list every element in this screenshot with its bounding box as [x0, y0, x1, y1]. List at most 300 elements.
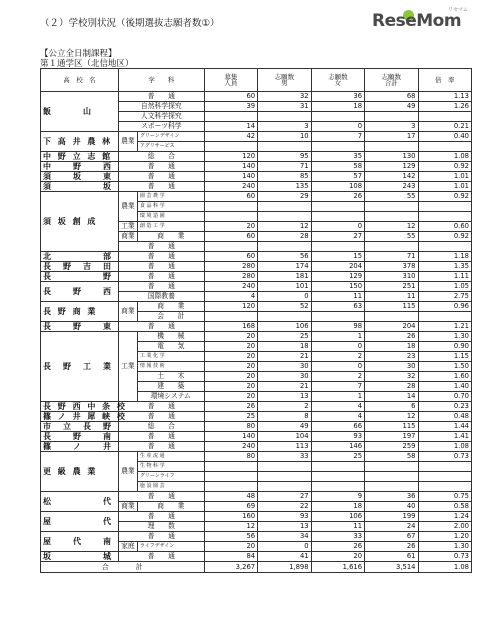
school-name: 長 野 工 業 — [41, 332, 119, 402]
table-row — [41, 552, 472, 562]
dept-name: 商 業 — [137, 502, 204, 512]
male-value — [258, 112, 311, 122]
ratio-value: 0.75 — [418, 492, 472, 502]
school-name: 坂 城 — [41, 552, 119, 562]
school-name: 須 坂 — [41, 182, 119, 192]
total-value: 26 — [365, 332, 418, 342]
dept-name: 自然科学探究 — [118, 102, 204, 112]
total-row — [41, 562, 472, 573]
dept-name: 普 通 — [118, 432, 204, 442]
total-value — [365, 472, 418, 482]
dept-name: 商 業 — [137, 302, 204, 312]
male-value: 21 — [258, 352, 311, 362]
dept-name: 普 通 — [118, 162, 204, 172]
header-female: 志願数 女 — [311, 69, 364, 92]
female-value: 93 — [311, 432, 364, 442]
female-value — [311, 142, 364, 152]
ratio-value: 0.92 — [418, 162, 472, 172]
dept-name: 機 械 — [137, 332, 204, 342]
total-value — [365, 242, 418, 252]
quota-value: 280 — [204, 262, 257, 272]
male-value — [258, 472, 311, 482]
table-row — [41, 272, 472, 282]
school-name: 中 野 西 — [41, 162, 119, 172]
male-value: 33 — [258, 452, 311, 462]
male-value: 12 — [258, 222, 311, 232]
table-row — [41, 262, 472, 272]
dept-name: 電 気 — [137, 342, 204, 352]
total-value: 12 — [365, 412, 418, 422]
quota-value: 240 — [204, 182, 257, 192]
female-value: 15 — [311, 252, 364, 262]
ratio-value: 0.92 — [418, 192, 472, 202]
logo-name: ReseMom — [372, 11, 462, 31]
ratio-value: 0.90 — [418, 342, 472, 352]
dept-category: 工業 — [118, 332, 137, 402]
dept-name: 普 通 — [118, 402, 204, 412]
total-value: 115 — [365, 302, 418, 312]
table-row — [41, 192, 472, 202]
ratio-value: 1.08 — [418, 442, 472, 452]
male-value: 135 — [258, 182, 311, 192]
ratio-value: 1.01 — [418, 172, 472, 182]
female-value: 9 — [311, 492, 364, 502]
table-row — [41, 152, 472, 162]
table-row — [41, 512, 472, 522]
quota-value: 20 — [204, 382, 257, 392]
female-value: 36 — [311, 92, 364, 102]
ratio-value — [418, 142, 472, 152]
total-value: 32 — [365, 372, 418, 382]
female-value — [311, 202, 364, 212]
female-value: 35 — [311, 152, 364, 162]
table-row — [41, 492, 472, 502]
female-value — [311, 212, 364, 222]
male-value: 0 — [258, 292, 311, 302]
school-name: 長 野 商 業 — [41, 302, 119, 322]
quota-value: 80 — [204, 452, 257, 462]
total-value: 378 — [365, 262, 418, 272]
quota-value: 20 — [204, 392, 257, 402]
female-value — [311, 472, 364, 482]
female-value — [311, 312, 364, 322]
quota-value: 280 — [204, 272, 257, 282]
total-value: 243 — [365, 182, 418, 192]
quota-value: 20 — [204, 542, 257, 552]
dept-name: 情 報 技 術 — [137, 362, 204, 372]
female-value: 18 — [311, 102, 364, 112]
table-row — [41, 132, 472, 142]
quota-value: 60 — [204, 92, 257, 102]
table-row — [41, 332, 472, 342]
school-name: 長 野 — [41, 272, 119, 282]
school-name: 長 野 西 中 条 校 — [41, 402, 119, 412]
male-value — [258, 212, 311, 222]
male-value: 13 — [258, 522, 311, 532]
female-value: 63 — [311, 302, 364, 312]
ratio-value — [418, 482, 472, 492]
total-value — [365, 202, 418, 212]
quota-value: 56 — [204, 532, 257, 542]
dept-name: 園 芸 農 学 — [137, 192, 204, 202]
female-value: 98 — [311, 322, 364, 332]
female-value: 150 — [311, 282, 364, 292]
male-value: 27 — [258, 492, 311, 502]
total-value: 49 — [365, 102, 418, 112]
page-heading: （２）学校別状況（後期選抜志願者数①） — [40, 18, 220, 29]
total-value: 26 — [365, 542, 418, 552]
male-value: 21 — [258, 382, 311, 392]
total-value: 259 — [365, 442, 418, 452]
male-value: 22 — [258, 502, 311, 512]
dept-name: スポーツ科学 — [118, 122, 204, 132]
dept-name: 商 業 — [137, 232, 204, 242]
female-value: 0 — [311, 342, 364, 352]
ratio-value: 1.21 — [418, 322, 472, 332]
ratio-value: 0.40 — [418, 132, 472, 142]
ratio-value: 0.96 — [418, 302, 472, 312]
quota-value: 84 — [204, 552, 257, 562]
ratio-value: 1.40 — [418, 382, 472, 392]
male-value — [258, 142, 311, 152]
quota-value — [204, 112, 257, 122]
female-value — [311, 242, 364, 252]
total-value: 67 — [365, 532, 418, 542]
ratio-value: 0.92 — [418, 232, 472, 242]
dept-name: 総 合 — [118, 152, 204, 162]
male-value: 41 — [258, 552, 311, 562]
school-name: 長 野 南 — [41, 432, 119, 442]
female-value — [311, 482, 364, 492]
male-value: 3 — [258, 122, 311, 132]
male-value — [258, 202, 311, 212]
female-value: 0 — [311, 122, 364, 132]
female-value: 7 — [311, 382, 364, 392]
table-row — [41, 532, 472, 542]
quota-value: 120 — [204, 152, 257, 162]
ratio-value: 0.73 — [418, 452, 472, 462]
male-value: 10 — [258, 132, 311, 142]
male-value: 52 — [258, 302, 311, 312]
ratio-value: 1.60 — [418, 372, 472, 382]
school-name: 須 坂 東 — [41, 172, 119, 182]
female-value: 11 — [311, 522, 364, 532]
quota-value: 120 — [204, 302, 257, 312]
female-value: 0 — [311, 222, 364, 232]
header-quota: 募集 人員 — [204, 69, 257, 92]
female-value: 129 — [311, 272, 364, 282]
female-value: 2 — [311, 352, 364, 362]
male-value — [258, 482, 311, 492]
ratio-value: 0.70 — [418, 392, 472, 402]
subsection-label: 第１通学区（北信地区） — [40, 59, 134, 69]
table-row — [41, 442, 472, 452]
dept-name: 創 造 工 学 — [137, 222, 204, 232]
quota-value — [204, 242, 257, 252]
dept-name: 総 合 — [118, 422, 204, 432]
school-name: 下 高 井 農 林 — [41, 132, 119, 152]
ratio-value: 1.35 — [418, 262, 472, 272]
ratio-value: 1.18 — [418, 252, 472, 262]
total-value — [365, 462, 418, 472]
female-value: 4 — [311, 412, 364, 422]
male-value: 95 — [258, 152, 311, 162]
female-value — [311, 112, 364, 122]
dept-name: 理 数 — [118, 522, 204, 532]
dept-name: ライフデザイン — [137, 542, 204, 552]
female-value — [311, 462, 364, 472]
male-value: 34 — [258, 532, 311, 542]
quota-value: 140 — [204, 172, 257, 182]
quota-value: 60 — [204, 252, 257, 262]
total-value: 28 — [365, 382, 418, 392]
quota-value — [204, 472, 257, 482]
dept-name: 国際教養 — [118, 292, 204, 302]
dept-name: 環境システム — [137, 392, 204, 402]
total-value: 18 — [365, 342, 418, 352]
total-value: 130 — [365, 152, 418, 162]
male-value — [258, 462, 311, 472]
quota-value: 12 — [204, 522, 257, 532]
ratio-value: 2.00 — [418, 522, 472, 532]
total-value: 14 — [365, 392, 418, 402]
quota-value: 80 — [204, 422, 257, 432]
female-value: 204 — [311, 262, 364, 272]
dept-name: 施 設 園 芸 — [137, 482, 204, 492]
total-quota: 3,267 — [204, 562, 257, 573]
ratio-value — [418, 312, 472, 322]
female-value: 26 — [311, 542, 364, 552]
male-value: 28 — [258, 232, 311, 242]
total-value: 199 — [365, 512, 418, 522]
female-value: 33 — [311, 532, 364, 542]
total-value: 71 — [365, 252, 418, 262]
table-row — [41, 432, 472, 442]
male-value: 0 — [258, 542, 311, 552]
dept-category: 農業 — [118, 452, 137, 492]
quota-value: 20 — [204, 362, 257, 372]
female-value: 11 — [311, 292, 364, 302]
female-value: 7 — [311, 132, 364, 142]
dept-name: 普 通 — [118, 512, 204, 522]
female-value: 106 — [311, 512, 364, 522]
table-row — [41, 162, 472, 172]
total-value — [365, 112, 418, 122]
ratio-value — [418, 112, 472, 122]
applicants-table — [40, 68, 472, 573]
quota-value: 42 — [204, 132, 257, 142]
male-value: 30 — [258, 372, 311, 382]
male-value: 85 — [258, 172, 311, 182]
male-value: 13 — [258, 392, 311, 402]
ratio-value — [418, 472, 472, 482]
female-value: 1 — [311, 332, 364, 342]
female-value: 108 — [311, 182, 364, 192]
total-value: 24 — [365, 522, 418, 532]
ratio-value: 0.23 — [418, 402, 472, 412]
quota-value: 240 — [204, 442, 257, 452]
total-value: 58 — [365, 452, 418, 462]
table-row — [41, 322, 472, 332]
quota-value — [204, 202, 257, 212]
female-value: 0 — [311, 362, 364, 372]
dept-name: 工 業 化 学 — [137, 352, 204, 362]
ratio-value: 1.41 — [418, 432, 472, 442]
quota-value: 14 — [204, 122, 257, 132]
ratio-value: 1.24 — [418, 512, 472, 522]
dept-category: 商業 — [118, 232, 137, 242]
dept-name: 普 通 — [118, 92, 204, 102]
dept-name: 普 通 — [118, 532, 204, 542]
dept-name: 普 通 — [118, 182, 204, 192]
quota-value: 20 — [204, 342, 257, 352]
dept-category: 農業 — [118, 192, 137, 222]
quota-value: 39 — [204, 102, 257, 112]
quota-value: 26 — [204, 402, 257, 412]
female-value: 27 — [311, 232, 364, 242]
school-name: 飯 山 — [41, 92, 119, 132]
school-name: 長 野 東 — [41, 322, 119, 332]
total-value — [365, 482, 418, 492]
total-value: 55 — [365, 192, 418, 202]
total-value: 36 — [365, 492, 418, 502]
female-value: 25 — [311, 452, 364, 462]
male-value: 30 — [258, 362, 311, 372]
male-value: 181 — [258, 272, 311, 282]
table-row — [41, 92, 472, 102]
dept-name: 普 通 — [118, 262, 204, 272]
header-male: 志願数 男 — [258, 69, 311, 92]
school-name: 更 級 農 業 — [41, 452, 119, 492]
male-value: 29 — [258, 192, 311, 202]
dept-category: 農業 — [118, 132, 137, 152]
ratio-value: 0.48 — [418, 412, 472, 422]
table-row — [41, 302, 472, 312]
table-row — [41, 412, 472, 422]
ratio-value: 1.44 — [418, 422, 472, 432]
school-name: 北 部 — [41, 252, 119, 262]
total-male: 1,898 — [258, 562, 311, 573]
dept-name: 土 木 — [137, 372, 204, 382]
male-value: 101 — [258, 282, 311, 292]
total-value — [365, 142, 418, 152]
dept-name: 生 物 科 学 — [137, 462, 204, 472]
ratio-value: 1.26 — [418, 102, 472, 112]
dept-category: 商業 — [118, 302, 137, 322]
total-ratio: 1.08 — [418, 562, 472, 573]
school-name: 松 代 — [41, 492, 119, 512]
school-name: 篠 ノ 井 犀 峡 校 — [41, 412, 119, 422]
male-value: 106 — [258, 322, 311, 332]
table-body — [41, 92, 472, 562]
quota-value: 240 — [204, 282, 257, 292]
dept-name: 普 通 — [118, 442, 204, 452]
total-value: 11 — [365, 292, 418, 302]
ratio-value: 1.11 — [418, 272, 472, 282]
male-value: 18 — [258, 342, 311, 352]
school-name: 屋 代 — [41, 512, 119, 532]
male-value: 71 — [258, 162, 311, 172]
female-value: 26 — [311, 192, 364, 202]
male-value: 31 — [258, 102, 311, 112]
total-value: 197 — [365, 432, 418, 442]
total-value: 40 — [365, 502, 418, 512]
quota-value: 4 — [204, 292, 257, 302]
quota-value: 48 — [204, 492, 257, 502]
quota-value: 160 — [204, 512, 257, 522]
ratio-value: 1.20 — [418, 532, 472, 542]
male-value: 104 — [258, 432, 311, 442]
total-value: 23 — [365, 352, 418, 362]
quota-value — [204, 312, 257, 322]
quota-value: 60 — [204, 232, 257, 242]
ratio-value: 1.08 — [418, 152, 472, 162]
school-name: 屋 代 南 — [41, 532, 119, 552]
school-name: 長 野 吉 田 — [41, 262, 119, 272]
dept-name: 会 計 — [137, 312, 204, 322]
quota-value — [204, 462, 257, 472]
total-value — [365, 212, 418, 222]
quota-value: 25 — [204, 412, 257, 422]
total-value: 17 — [365, 132, 418, 142]
female-value: 20 — [311, 552, 364, 562]
total-value: 68 — [365, 92, 418, 102]
table-row — [41, 282, 472, 292]
female-value: 58 — [311, 162, 364, 172]
ratio-value — [418, 212, 472, 222]
ratio-value: 0.73 — [418, 552, 472, 562]
table-row — [41, 182, 472, 192]
total-value: 30 — [365, 362, 418, 372]
dept-name: 普 通 — [118, 172, 204, 182]
ratio-value: 1.05 — [418, 282, 472, 292]
dept-name: 普 通 — [118, 282, 204, 292]
total-value: 115 — [365, 422, 418, 432]
table-header-row — [41, 69, 472, 92]
total-value: 6 — [365, 402, 418, 412]
dept-name: 普 通 — [118, 412, 204, 422]
ratio-value: 0.60 — [418, 222, 472, 232]
male-value: 2 — [258, 402, 311, 412]
table-row — [41, 452, 472, 462]
total-value: 310 — [365, 272, 418, 282]
ratio-value — [418, 242, 472, 252]
male-value: 32 — [258, 92, 311, 102]
ratio-value: 1.30 — [418, 542, 472, 552]
ratio-value: 0.58 — [418, 502, 472, 512]
dept-name: 普 通 — [118, 272, 204, 282]
dept-name: 普 通 — [118, 252, 204, 262]
male-value: 113 — [258, 442, 311, 452]
school-name: 長 野 西 — [41, 282, 119, 302]
quota-value: 20 — [204, 222, 257, 232]
header-ratio: 倍 率 — [418, 69, 472, 92]
male-value: 49 — [258, 422, 311, 432]
quota-value: 20 — [204, 332, 257, 342]
school-name: 須 坂 創 成 — [41, 192, 119, 252]
total-value: 129 — [365, 162, 418, 172]
male-value — [258, 312, 311, 322]
resemom-logo — [372, 6, 472, 44]
total-female: 1,616 — [311, 562, 364, 573]
header-dept: 学 科 — [118, 69, 204, 92]
total-value: 142 — [365, 172, 418, 182]
school-name: 篠 ノ 井 — [41, 442, 119, 452]
total-sum: 3,514 — [365, 562, 418, 573]
total-value — [365, 312, 418, 322]
total-value: 3 — [365, 122, 418, 132]
dept-name: 食 品 科 学 — [137, 202, 204, 212]
